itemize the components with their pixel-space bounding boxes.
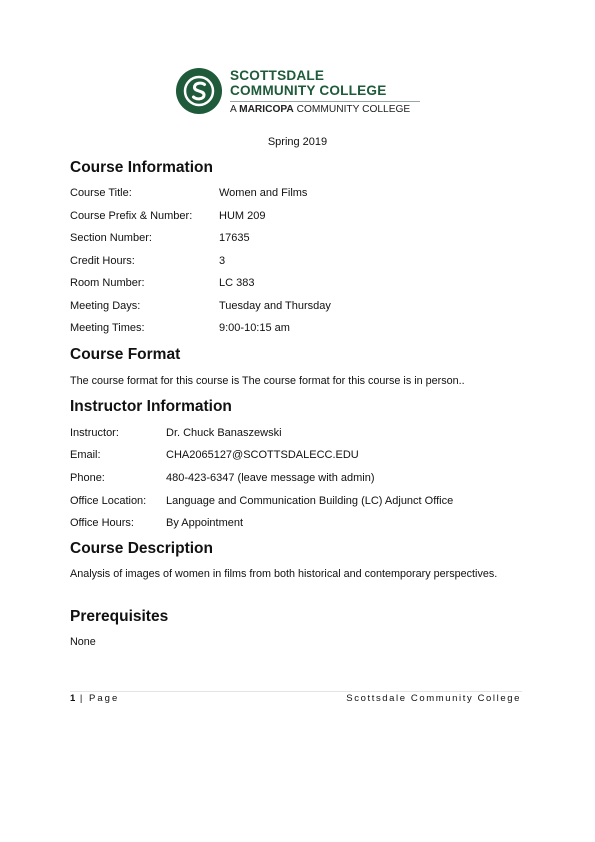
- instructor-info-label: Phone:: [70, 472, 105, 484]
- course-info-value: HUM 209: [219, 210, 266, 222]
- course-format-heading: Course Format: [70, 346, 181, 363]
- course-info-label: Section Number:: [70, 232, 152, 244]
- instructor-office-hours: By Appointment: [166, 517, 244, 529]
- logo-divider: [230, 101, 420, 102]
- instructor-office-location: Language and Communication Building (LC) Adjunct Office: [166, 495, 454, 507]
- semester: Spring 2019: [267, 136, 328, 148]
- course-information-heading: Course Information: [70, 159, 213, 176]
- logo-line-1: SCOTTSDALE: [230, 68, 325, 83]
- course-info-value: 9:00-10:15 am: [219, 322, 290, 334]
- course-description-text: Analysis of images of women in films from both historical and contemporary perspectives.: [70, 568, 498, 580]
- instructor-info-label: Instructor:: [70, 427, 119, 439]
- course-info-value: Women and Films: [219, 187, 308, 199]
- course-info-label: Meeting Days:: [70, 300, 141, 312]
- course-info-value: 17635: [219, 232, 250, 244]
- instructor-phone: 480-423-6347 (leave message with admin): [166, 472, 375, 484]
- course-info-label: Credit Hours:: [70, 255, 135, 267]
- prerequisites-text: None: [70, 636, 96, 648]
- footer-college-name: Scottsdale Community College: [346, 693, 521, 704]
- instructor-info-label: Office Location:: [70, 495, 147, 507]
- instructor-information-heading: Instructor Information: [70, 398, 232, 415]
- course-info-label: Course Prefix & Number:: [70, 210, 193, 222]
- course-info-label: Course Title:: [70, 187, 132, 199]
- course-format-text: The course format for this course is The course format for this course is in person..: [70, 375, 465, 387]
- logo-line-2: COMMUNITY COLLEGE: [230, 83, 387, 98]
- course-info-label: Room Number:: [70, 277, 145, 289]
- instructor-info-label: Office Hours:: [70, 517, 134, 529]
- college-logo-icon: [176, 68, 222, 114]
- instructor-name: Dr. Chuck Banaszewski: [166, 427, 282, 439]
- course-info-label: Meeting Times:: [70, 322, 145, 334]
- footer-page-number: 1 | Page: [70, 693, 120, 704]
- course-info-value: 3: [219, 255, 226, 267]
- instructor-email-link[interactable]: CHA2065127@SCOTTSDALECC.EDU: [166, 449, 359, 461]
- course-info-value: Tuesday and Thursday: [219, 300, 331, 312]
- footer-divider: [70, 691, 522, 692]
- college-logo: [176, 68, 426, 120]
- prerequisites-heading: Prerequisites: [70, 608, 169, 625]
- instructor-info-label: Email:: [70, 449, 101, 461]
- logo-line-3: A MARICOPA COMMUNITY COLLEGE: [230, 104, 411, 115]
- course-description-heading: Course Description: [70, 540, 213, 557]
- course-info-value: LC 383: [219, 277, 255, 289]
